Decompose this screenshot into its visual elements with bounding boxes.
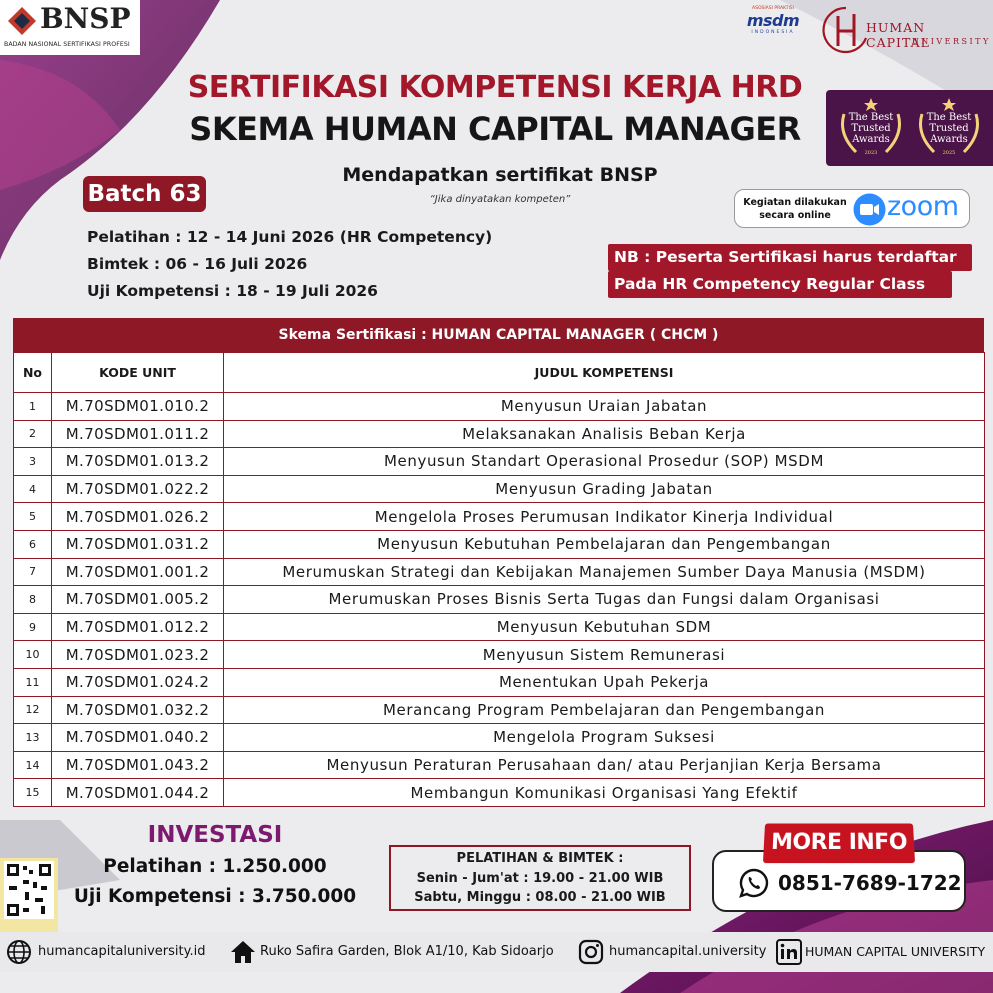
table-row (14, 558, 985, 586)
table-row (14, 393, 985, 421)
unit-code: M.70SDM01.044.2 (52, 779, 224, 807)
competency-title: Menyusun Grading Jabatan (224, 475, 985, 503)
hours-weekday: Senin - Jum'at : 19.00 - 21.00 WIB (416, 871, 664, 886)
bnsp-emblem-icon (6, 5, 38, 37)
unit-code: M.70SDM01.043.2 (52, 751, 224, 779)
col-no: No (14, 353, 52, 393)
competency-title: Mengelola Program Suksesi (224, 724, 985, 752)
unit-code: M.70SDM01.023.2 (52, 641, 224, 669)
instagram-text: humancapital.university (609, 944, 767, 959)
table-row (14, 503, 985, 531)
table-row (14, 668, 985, 696)
table-row (14, 448, 985, 476)
hours-title: PELATIHAN & BIMTEK : (456, 851, 624, 866)
schedule-training: Pelatihan : 12 - 14 Juni 2026 (HR Competency) (87, 228, 493, 246)
award-badge (912, 94, 986, 162)
main-title: SERTIFIKASI KOMPETENSI KERJA HRD (187, 70, 803, 105)
schedule (87, 226, 492, 307)
online-zoom-box (734, 189, 970, 228)
unit-code: M.70SDM01.012.2 (52, 613, 224, 641)
unit-code: M.70SDM01.011.2 (52, 420, 224, 448)
hours-weekend: Sabtu, Minggu : 08.00 - 21.00 WIB (414, 890, 666, 905)
schedule-bimtek: Bimtek : 06 - 16 Juli 2026 (87, 255, 308, 273)
unit-code: M.70SDM01.001.2 (52, 558, 224, 586)
more-info-banner: MORE INFO (763, 823, 915, 863)
home-icon (230, 939, 256, 965)
table-row (14, 751, 985, 779)
table-scheme-header: Skema Sertifikasi : HUMAN CAPITAL MANAGER ( CHCM ) (13, 318, 984, 352)
unit-code: M.70SDM01.022.2 (52, 475, 224, 503)
award-text: The Best Trusted Awards (848, 112, 894, 145)
unit-code: M.70SDM01.026.2 (52, 503, 224, 531)
table-row (14, 530, 985, 558)
qr-code-icon (4, 861, 54, 919)
row-number: 14 (14, 751, 52, 779)
row-number: 8 (14, 586, 52, 614)
msdm-main: msdm (746, 11, 800, 30)
row-number: 15 (14, 779, 52, 807)
table-row (14, 641, 985, 669)
unit-code: M.70SDM01.013.2 (52, 448, 224, 476)
competency-table (13, 318, 984, 807)
investment-training: Pelatihan : 1.250.000 (103, 856, 327, 877)
row-number: 9 (14, 613, 52, 641)
investment (70, 822, 360, 912)
msdm-tag: INDONESIA (751, 30, 795, 35)
row-number: 6 (14, 530, 52, 558)
unit-code: M.70SDM01.031.2 (52, 530, 224, 558)
bnsp-subtitle: BADAN NASIONAL SERTIFIKASI PROFESI (4, 41, 130, 48)
row-number: 12 (14, 696, 52, 724)
online-label: Kegiatan dilakukan secara online (743, 197, 847, 221)
row-number: 4 (14, 475, 52, 503)
footer (0, 932, 993, 972)
bnsp-name: BNSP (40, 2, 131, 35)
competency-title: Merumuskan Strategi dan Kebijakan Manajemen Sumber Daya Manusia (MSDM) (224, 558, 985, 586)
scheme-title: SKEMA HUMAN CAPITAL MANAGER (189, 110, 801, 148)
competency-title: Membangun Komunikasi Organisasi Yang Efektif (224, 779, 985, 807)
hcu-line1: HUMAN CAPITAL (866, 20, 930, 50)
note-line1: NB : Peserta Sertifikasi harus terdaftar (608, 244, 972, 271)
batch-badge: Batch 63 (83, 176, 206, 212)
award-badge (834, 94, 908, 162)
unit-code: M.70SDM01.010.2 (52, 393, 224, 421)
whatsapp-icon (738, 867, 770, 899)
row-number: 11 (14, 668, 52, 696)
competency-title: Menyusun Standart Operasional Prosedur (SOP) MSDM (224, 448, 985, 476)
msdm-top: ASOSIASI PRAKTISI (752, 6, 794, 11)
note-line2: Pada HR Competency Regular Class (608, 271, 952, 298)
competency-title: Merancang Program Pembelajaran dan Pengembangan (224, 696, 985, 724)
row-number: 2 (14, 420, 52, 448)
table-header-row (14, 353, 985, 393)
award-year: 2023 (864, 150, 878, 156)
table-row (14, 475, 985, 503)
award-year: 2025 (942, 150, 956, 156)
table-row (14, 586, 985, 614)
certificate-note: “Jika dinyatakan kompeten” (429, 194, 571, 205)
zoom-camera-icon (853, 193, 886, 226)
row-number: 7 (14, 558, 52, 586)
competency-title: Merumuskan Proses Bisnis Serta Tugas dan Fungsi dalam Organisasi (224, 586, 985, 614)
competency-units (13, 352, 985, 807)
award-text: The Best Trusted Awards (926, 112, 972, 145)
instagram-icon (578, 939, 604, 965)
awards-banner (826, 90, 993, 166)
table-row (14, 420, 985, 448)
phone-number[interactable]: 0851-7689-1722 (778, 871, 962, 895)
msdm-logo (731, 6, 815, 48)
certificate-title: Mendapatkan sertifikat BNSP (342, 164, 658, 186)
linkedin-text: HUMAN CAPITAL UNIVERSITY (805, 944, 986, 959)
row-number: 3 (14, 448, 52, 476)
linkedin-icon (776, 939, 802, 965)
schedule-exam: Uji Kompetensi : 18 - 19 Juli 2026 (87, 282, 378, 300)
row-number: 5 (14, 503, 52, 531)
table-row (14, 779, 985, 807)
competency-title: Menentukan Upah Pekerja (224, 668, 985, 696)
unit-code: M.70SDM01.005.2 (52, 586, 224, 614)
investment-exam: Uji Kompetensi : 3.750.000 (73, 886, 357, 907)
row-number: 13 (14, 724, 52, 752)
hcu-line2: UNIVERSITY (912, 37, 991, 46)
zoom-wordmark: zoom (887, 191, 959, 222)
competency-title: Menyusun Kebutuhan SDM (224, 613, 985, 641)
competency-title: Mengelola Proses Perumusan Indikator Kinerja Individual (224, 503, 985, 531)
training-hours (389, 845, 691, 911)
table-row (14, 613, 985, 641)
investment-title: INVESTASI (147, 822, 283, 848)
hcu-logo (820, 4, 992, 56)
hcu-monogram-icon (820, 4, 872, 56)
col-title: JUDUL KOMPETENSI (224, 353, 985, 393)
row-number: 1 (14, 393, 52, 421)
competency-title: Menyusun Kebutuhan Pembelajaran dan Pengembangan (224, 530, 985, 558)
competency-title: Menyusun Sistem Remunerasi (224, 641, 985, 669)
col-code: KODE UNIT (52, 353, 224, 393)
competency-title: Menyusun Uraian Jabatan (224, 393, 985, 421)
unit-code: M.70SDM01.032.2 (52, 696, 224, 724)
globe-icon (6, 939, 32, 965)
address-text: Ruko Safira Garden, Blok A1/10, Kab Sidoarjo (260, 944, 554, 959)
unit-code: M.70SDM01.024.2 (52, 668, 224, 696)
competency-title: Melaksanakan Analisis Beban Kerja (224, 420, 985, 448)
qr-code (0, 858, 58, 936)
bnsp-logo (0, 0, 140, 55)
unit-code: M.70SDM01.040.2 (52, 724, 224, 752)
row-number: 10 (14, 641, 52, 669)
website-text: humancapitaluniversity.id (38, 944, 206, 959)
table-row (14, 724, 985, 752)
table-row (14, 696, 985, 724)
competency-title: Menyusun Peraturan Perusahaan dan/ atau Perjanjian Kerja Bersama (224, 751, 985, 779)
